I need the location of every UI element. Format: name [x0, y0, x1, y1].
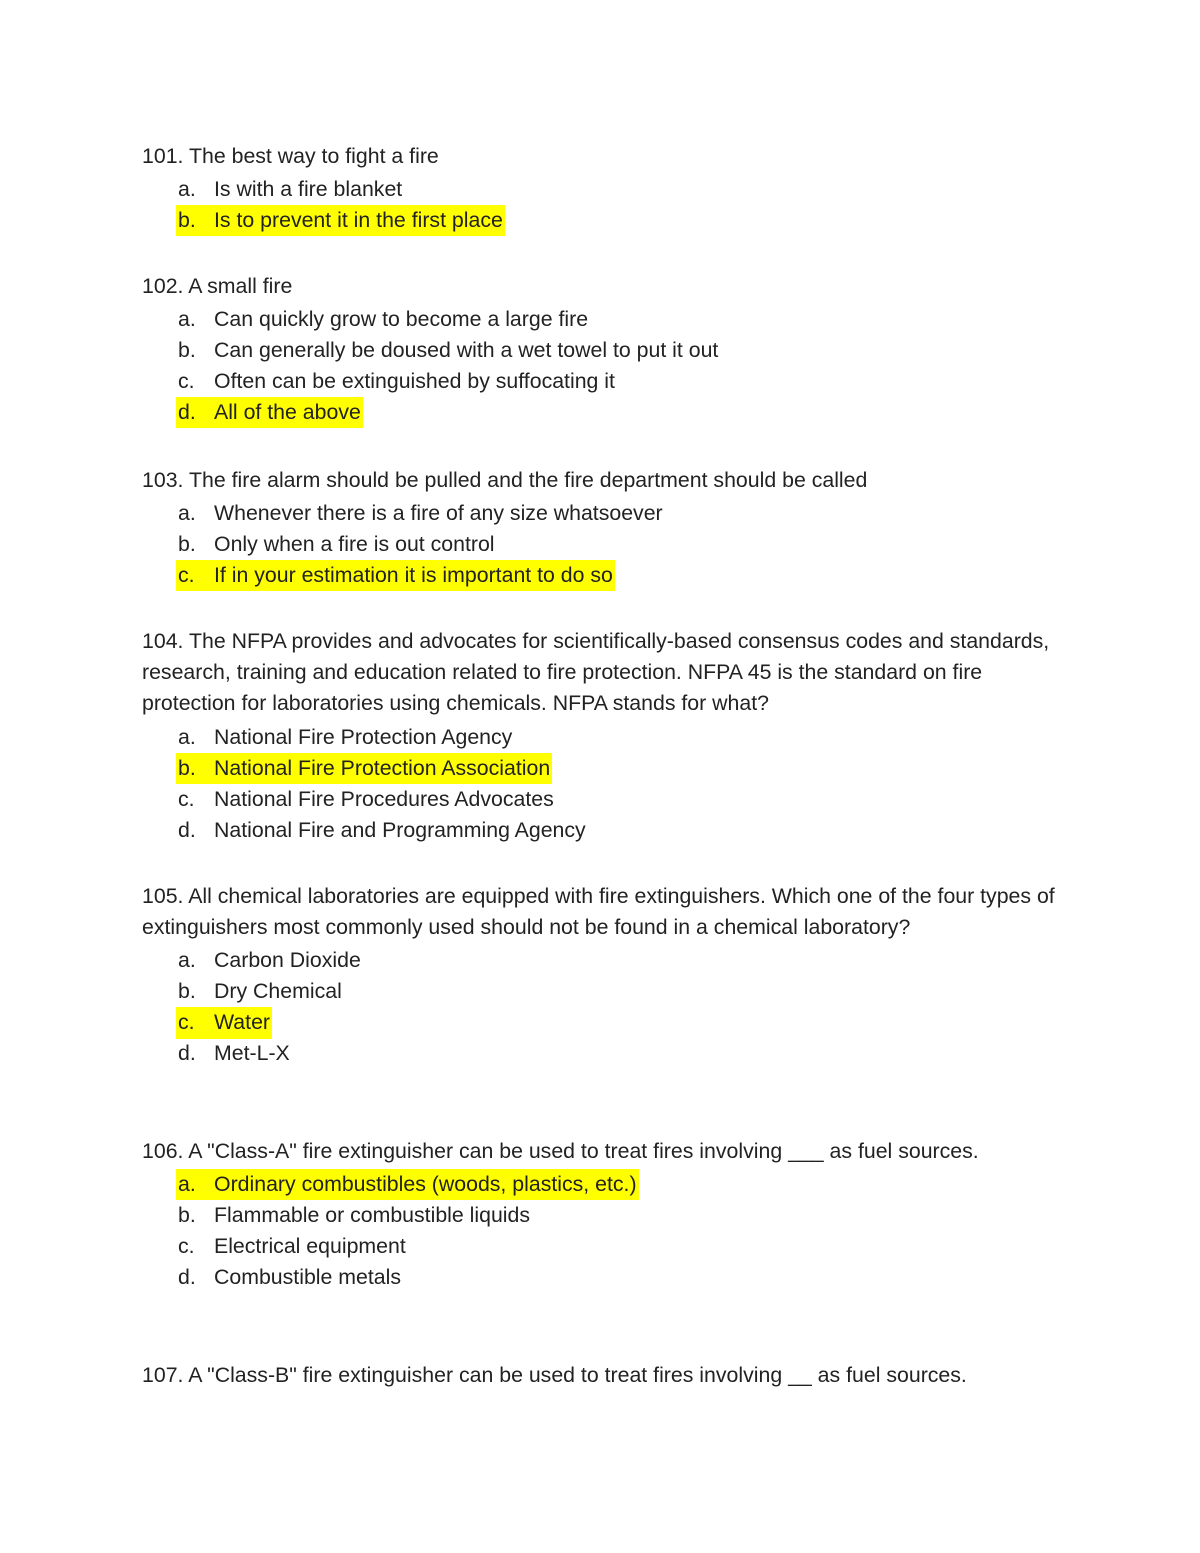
- option-letter: b.: [178, 979, 196, 1004]
- option-text: Can generally be doused with a wet towel to put it out: [214, 338, 719, 363]
- option-item: [176, 784, 1072, 815]
- option-list: [142, 174, 1072, 236]
- option-item: [176, 976, 1072, 1007]
- option: [176, 945, 363, 976]
- option-item: [176, 174, 1072, 205]
- option-letter: d.: [178, 817, 196, 842]
- question-text: 106. A "Class-A" fire extinguisher can be used to treat fires involving ___ as fuel sources.: [142, 1139, 979, 1163]
- option-text: Water: [214, 1010, 271, 1035]
- option-letter: b.: [178, 208, 196, 233]
- option-item: [176, 560, 1072, 591]
- option-letter: d.: [178, 400, 196, 425]
- question-102: [142, 271, 1072, 428]
- option-item: [176, 304, 1072, 335]
- option-text: National Fire Protection Association: [214, 755, 551, 780]
- option-text: Electrical equipment: [214, 1234, 406, 1259]
- question-103: [142, 465, 1072, 591]
- question-101: [142, 141, 1072, 236]
- option-letter: d.: [178, 1041, 196, 1066]
- option-text: Dry Chemical: [214, 979, 342, 1004]
- option: [176, 784, 556, 815]
- option-letter: b.: [178, 1203, 196, 1228]
- option-letter: a.: [178, 501, 196, 526]
- option-text: Carbon Dioxide: [214, 948, 361, 973]
- option-item: [176, 1231, 1072, 1262]
- option-text: National Fire and Programming Agency: [214, 817, 586, 842]
- option-list: [142, 1169, 1072, 1293]
- option-item: [176, 1169, 1072, 1200]
- question-text: 102. A small fire: [142, 274, 293, 298]
- question-104: [142, 626, 1072, 846]
- option-item: [176, 1262, 1072, 1293]
- option: [176, 1231, 408, 1262]
- question-text: 107. A "Class-B" fire extinguisher can be used to treat fires involving __ as fuel sources.: [142, 1363, 967, 1387]
- option-answer-highlighted: [176, 397, 363, 428]
- option-answer-highlighted: [176, 753, 552, 784]
- option-item: [176, 722, 1072, 753]
- option: [176, 815, 588, 846]
- option-text: Met-L-X: [214, 1041, 290, 1066]
- option-text: Whenever there is a fire of any size whatsoever: [214, 501, 663, 526]
- option-text: If in your estimation it is important to do so: [214, 563, 613, 588]
- option-text: All of the above: [214, 400, 361, 425]
- option-letter: a.: [178, 307, 196, 332]
- question-text: 105. All chemical laboratories are equipped with fire extinguishers. Which one of the four types of extinguishers most commonly used should not be found in a chemical laboratory?: [142, 884, 1055, 940]
- option-list: [142, 945, 1072, 1069]
- option-answer-highlighted: [176, 1169, 639, 1200]
- question-text: 101. The best way to fight a fire: [142, 144, 439, 168]
- option-item: [176, 397, 1072, 428]
- option-letter: c.: [178, 786, 195, 811]
- option: [176, 366, 617, 397]
- option: [176, 498, 665, 529]
- option-letter: a.: [178, 1172, 196, 1197]
- option-letter: b.: [178, 338, 196, 363]
- question-text: 104. The NFPA provides and advocates for scientifically-based consensus codes and standards, research, training and education related to fire protection. NFPA 45 is the standard on fire protection for laboratories using chemicals. NFPA stands for what?: [142, 629, 1050, 716]
- option: [176, 1262, 403, 1293]
- option-list: [142, 722, 1072, 846]
- option-item: [176, 498, 1072, 529]
- option: [176, 174, 404, 205]
- option: [176, 976, 344, 1007]
- option-letter: c.: [178, 1010, 195, 1035]
- option-text: National Fire Protection Agency: [214, 724, 513, 749]
- option-item: [176, 815, 1072, 846]
- option-list: [142, 304, 1072, 428]
- question-text: 103. The fire alarm should be pulled and the fire department should be called: [142, 468, 868, 492]
- option-letter: c.: [178, 563, 195, 588]
- option-letter: b.: [178, 532, 196, 557]
- option-answer-highlighted: [176, 205, 505, 236]
- option-text: Is to prevent it in the first place: [214, 208, 503, 233]
- option-text: Is with a fire blanket: [214, 177, 403, 202]
- option-item: [176, 529, 1072, 560]
- option: [176, 1038, 292, 1069]
- option-text: Only when a fire is out control: [214, 532, 495, 557]
- option-text: Often can be extinguished by suffocating it: [214, 369, 615, 394]
- question-106: [142, 1136, 1072, 1293]
- option-letter: a.: [178, 724, 196, 749]
- option-item: [176, 335, 1072, 366]
- option-text: Flammable or combustible liquids: [214, 1203, 531, 1228]
- question-107: [142, 1360, 1072, 1391]
- option-text: Ordinary combustibles (woods, plastics, etc.): [214, 1172, 637, 1197]
- option: [176, 722, 514, 753]
- option-item: [176, 753, 1072, 784]
- option-text: National Fire Procedures Advocates: [214, 786, 554, 811]
- option: [176, 1200, 532, 1231]
- option-item: [176, 205, 1072, 236]
- option-letter: b.: [178, 755, 196, 780]
- option-list: [142, 498, 1072, 591]
- option-item: [176, 1038, 1072, 1069]
- option-letter: a.: [178, 177, 196, 202]
- option-text: Can quickly grow to become a large fire: [214, 307, 589, 332]
- option: [176, 335, 720, 366]
- option-letter: c.: [178, 369, 195, 394]
- option-letter: d.: [178, 1265, 196, 1290]
- option-item: [176, 1007, 1072, 1038]
- option-letter: c.: [178, 1234, 195, 1259]
- option-item: [176, 945, 1072, 976]
- option-item: [176, 366, 1072, 397]
- option-text: Combustible metals: [214, 1265, 402, 1290]
- option: [176, 304, 590, 335]
- option: [176, 529, 497, 560]
- option-item: [176, 1200, 1072, 1231]
- question-105: [142, 881, 1072, 1069]
- option-answer-highlighted: [176, 560, 615, 591]
- option-answer-highlighted: [176, 1007, 272, 1038]
- option-letter: a.: [178, 948, 196, 973]
